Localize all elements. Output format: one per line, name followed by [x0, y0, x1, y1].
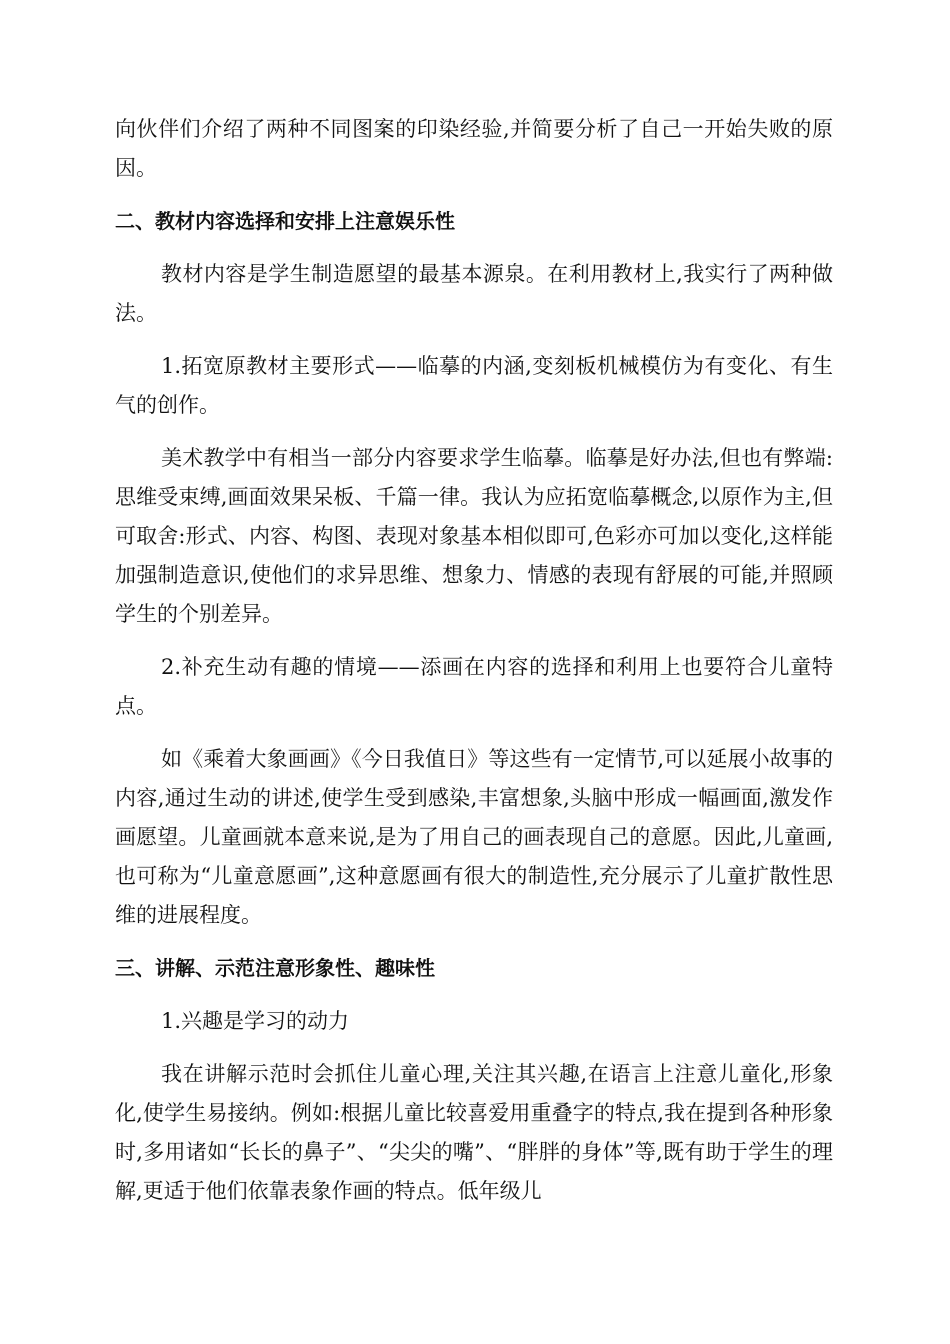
paragraph-textbook-content: 教材内容是学生制造愿望的最基本源泉。在利用教材上,我实行了两种做法。	[115, 262, 833, 325]
paragraph-intro-continuation: 向伙伴们介绍了两种不同图案的印染经验,并简要分析了自己一开始失败的原因。	[115, 117, 833, 180]
section-heading-3: 三、讲解、示范注意形象性、趣味性	[115, 956, 435, 980]
document-page	[115, 110, 833, 1225]
list-item-1-copying: 1.拓宽原教材主要形式——临摹的内涵,变刻板机械模仿为有变化、有生气的创作。	[115, 354, 833, 417]
paragraph-demonstration: 我在讲解示范时会抓住儿童心理,关注其兴趣,在语言上注意儿童化,形象化,使学生易接纳。例如:根据儿童比较喜爱用重叠字的特点,我在提到各种形象时,多用诸如“长长的鼻子”、“尖尖的嘴”、“胖胖的身体”等,既有助于学生的理解,更适于他们依靠表象作画的特点。低年级儿	[115, 1062, 833, 1203]
paragraph-copying-detail: 美术教学中有相当一部分内容要求学生临摹。临摹是好办法,但也有弊端:思维受束缚,画面效果呆板、千篇一律。我认为应拓宽临摹概念,以原作为主,但可取舍:形式、内容、构图、表现对象基本相似即可,色彩亦可加以变化,这样能加强制造意识,使他们的求异思维、想象力、情感的表现有舒展的可能,并照顾学生的个别差异。	[115, 446, 833, 626]
list-item-1-interest: 1.兴趣是学习的动力	[161, 1009, 350, 1033]
section-heading-2: 二、教材内容选择和安排上注意娱乐性	[115, 209, 455, 233]
paragraph-child-drawing: 如《乘着大象画画》《今日我值日》等这些有一定情节,可以延展小故事的内容,通过生动的讲述,使学生受到感染,丰富想象,头脑中形成一幅画面,激发作画愿望。儿童画就本意来说,是为了用自己的画表现自己的意愿。因此,儿童画,也可称为“儿童意愿画”,这种意愿画有很大的制造性,充分展示了儿童扩散性思维的进展程度。	[115, 747, 833, 927]
list-item-2-situations: 2.补充生动有趣的情境——添画在内容的选择和利用上也要符合儿童特点。	[115, 655, 833, 718]
